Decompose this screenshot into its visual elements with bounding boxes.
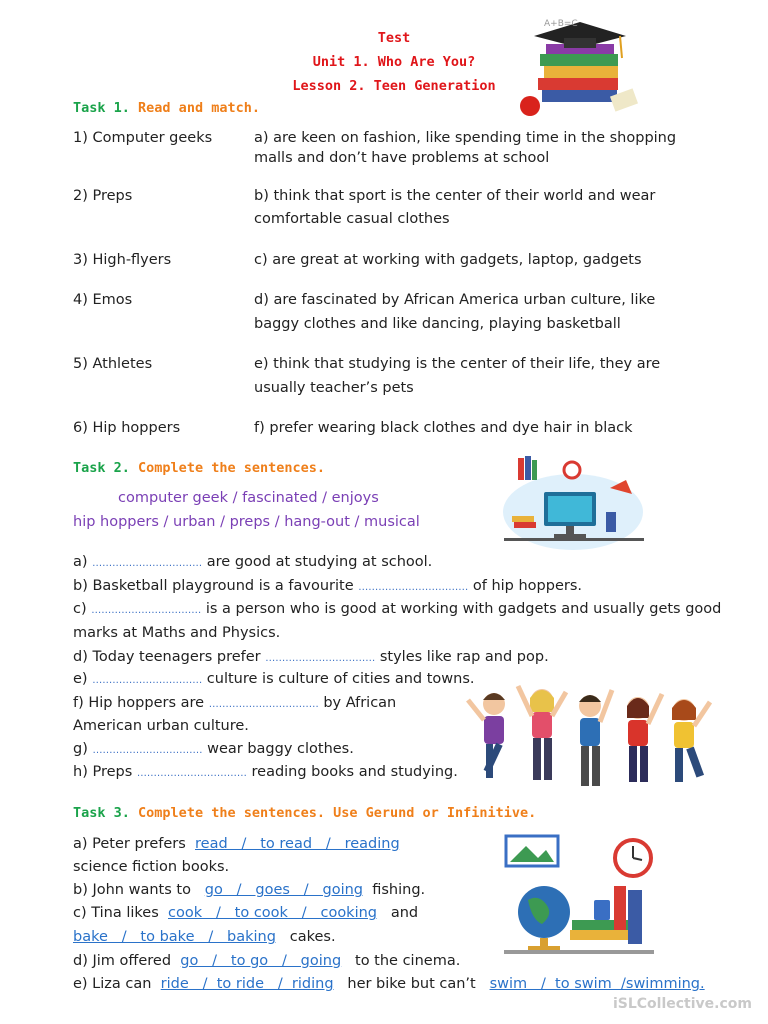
answer-options[interactable]: ride / to ride / riding (160, 976, 334, 992)
task1-number: Task 1. (73, 100, 130, 116)
task2-sentence-c (73, 601, 721, 617)
sentence-text: of hip hoppers. (472, 578, 582, 594)
task1-right-cont: baggy clothes and like dancing, playing basketball (254, 316, 621, 332)
task1-right-cont: malls and don’t have problems at school (254, 150, 550, 166)
sentence-text: are good at studying at school. (206, 554, 433, 570)
task1-title: Read and match. (138, 100, 260, 116)
answer-options[interactable]: bake / to bake / baking (73, 929, 276, 945)
school-supplies-illustration (498, 830, 663, 960)
answer-options[interactable]: go / goes / going (204, 882, 363, 898)
task2-sentence-e (73, 671, 475, 687)
word-bank-line2: hip hoppers / urban / preps / hang-out / musical (73, 514, 420, 530)
sentence-text: is a person who is good at working with gadgets and usually gets good (205, 601, 722, 617)
sentence-text: f) Hip hoppers are (73, 695, 205, 711)
task1-left: 6) Hip hoppers (73, 420, 181, 436)
sentence-text: d) Jim offered (73, 953, 172, 969)
sentence-text: g) (73, 741, 88, 757)
sentence-text: e) Liza can (73, 976, 152, 992)
task1-left: 4) Emos (73, 292, 133, 308)
sentence-text: by African (323, 695, 397, 711)
task1-right: e) think that studying is the center of their life, they are (254, 356, 661, 372)
answer-blank[interactable]: …………………………… (92, 558, 203, 569)
sentence-text: e) (73, 671, 88, 687)
lesson-title: Lesson 2. Teen Generation (292, 78, 496, 94)
task1-heading (73, 100, 260, 116)
sentence-text: h) Preps (73, 764, 133, 780)
sentence-text: a) (73, 554, 88, 570)
task2-title: Complete the sentences. (138, 460, 325, 476)
task1-left: 1) Computer geeks (73, 130, 213, 146)
jumping-teens-illustration (462, 678, 718, 796)
sentence-text: a) Peter prefers (73, 836, 186, 852)
task2-sentence-a (73, 554, 432, 570)
task2-sentence-d (73, 649, 549, 665)
sentence-text: cakes. (289, 929, 336, 945)
sentence-text: wear baggy clothes. (207, 741, 354, 757)
sentence-text: and (390, 905, 419, 921)
sentence-text: styles like rap and pop. (379, 649, 549, 665)
sentence-text: culture is culture of cities and towns. (206, 671, 475, 687)
sentence-text: her bike but can’t (347, 976, 476, 992)
task2-sentence-f (73, 695, 396, 711)
task2-sentence-g (73, 741, 354, 757)
word-bank-line1: computer geek / fascinated / enjoys (118, 490, 379, 506)
answer-blank[interactable]: …………………………… (92, 675, 203, 686)
task1-right-cont: usually teacher’s pets (254, 380, 414, 396)
task1-left: 5) Athletes (73, 356, 153, 372)
computer-desk-illustration (498, 452, 648, 552)
answer-options[interactable]: swim / to swim /swimming. (489, 976, 705, 992)
task1-right: a) are keen on fashion, like spending time in the shopping (254, 130, 677, 146)
task1-left: 2) Preps (73, 188, 133, 204)
task1-right: d) are fascinated by African America urban culture, like (254, 292, 656, 308)
task2-sentence-h (73, 764, 458, 780)
task1-right: f) prefer wearing black clothes and dye hair in black (254, 420, 633, 436)
unit-title: Unit 1. Who Are You? (312, 54, 476, 70)
task2-sentence-b (73, 578, 582, 594)
task2-number: Task 2. (73, 460, 130, 476)
answer-blank[interactable]: …………………………… (136, 768, 247, 779)
task1-right: c) are great at working with gadgets, laptop, gadgets (254, 252, 642, 268)
answer-options[interactable]: cook / to cook / cooking (168, 905, 378, 921)
sentence-text: b) Basketball playground is a favourite (73, 578, 354, 594)
task3-sentence-a (73, 836, 400, 852)
answer-blank[interactable]: …………………………… (91, 605, 202, 616)
answer-options[interactable]: go / to go / going (180, 953, 342, 969)
test-title: Test (377, 30, 411, 46)
answer-blank[interactable]: …………………………… (358, 582, 469, 593)
sentence-text: c) (73, 601, 87, 617)
sentence-text: c) Tina likes (73, 905, 159, 921)
task3-sentence-e (73, 976, 705, 992)
sentence-text: b) John wants to (73, 882, 191, 898)
answer-options[interactable]: read / to read / reading (195, 836, 400, 852)
task1-right-cont: comfortable casual clothes (254, 211, 450, 227)
task3-sentence-c-cont (73, 929, 336, 945)
task3-heading (73, 805, 536, 821)
sentence-text: to the cinema. (355, 953, 461, 969)
task3-sentence-d (73, 953, 460, 969)
task3-sentence-b (73, 882, 425, 898)
task3-title: Complete the sentences. Use Gerund or Infinitive. (138, 805, 537, 821)
answer-blank[interactable]: …………………………… (92, 745, 203, 756)
svg-text:A+B=C: A+B=C (544, 19, 578, 29)
watermark: iSLCollective.com (612, 996, 752, 1012)
task3-number: Task 3. (73, 805, 130, 821)
task2-sentence-f-cont: American urban culture. (73, 718, 249, 734)
answer-blank[interactable]: …………………………… (208, 699, 319, 710)
sentence-text: fishing. (372, 882, 426, 898)
sentence-text: reading books and studying. (251, 764, 458, 780)
books-graduation-cap-illustration (512, 12, 642, 122)
sentence-text: d) Today teenagers prefer (73, 649, 261, 665)
task3-sentence-a-cont: science fiction books. (73, 859, 230, 875)
task1-right: b) think that sport is the center of their world and wear (254, 188, 656, 204)
task3-sentence-c (73, 905, 418, 921)
answer-blank[interactable]: …………………………… (265, 653, 376, 664)
task1-left: 3) High-flyers (73, 252, 172, 268)
task2-heading (73, 460, 325, 476)
task2-sentence-c-cont: marks at Maths and Physics. (73, 625, 281, 641)
